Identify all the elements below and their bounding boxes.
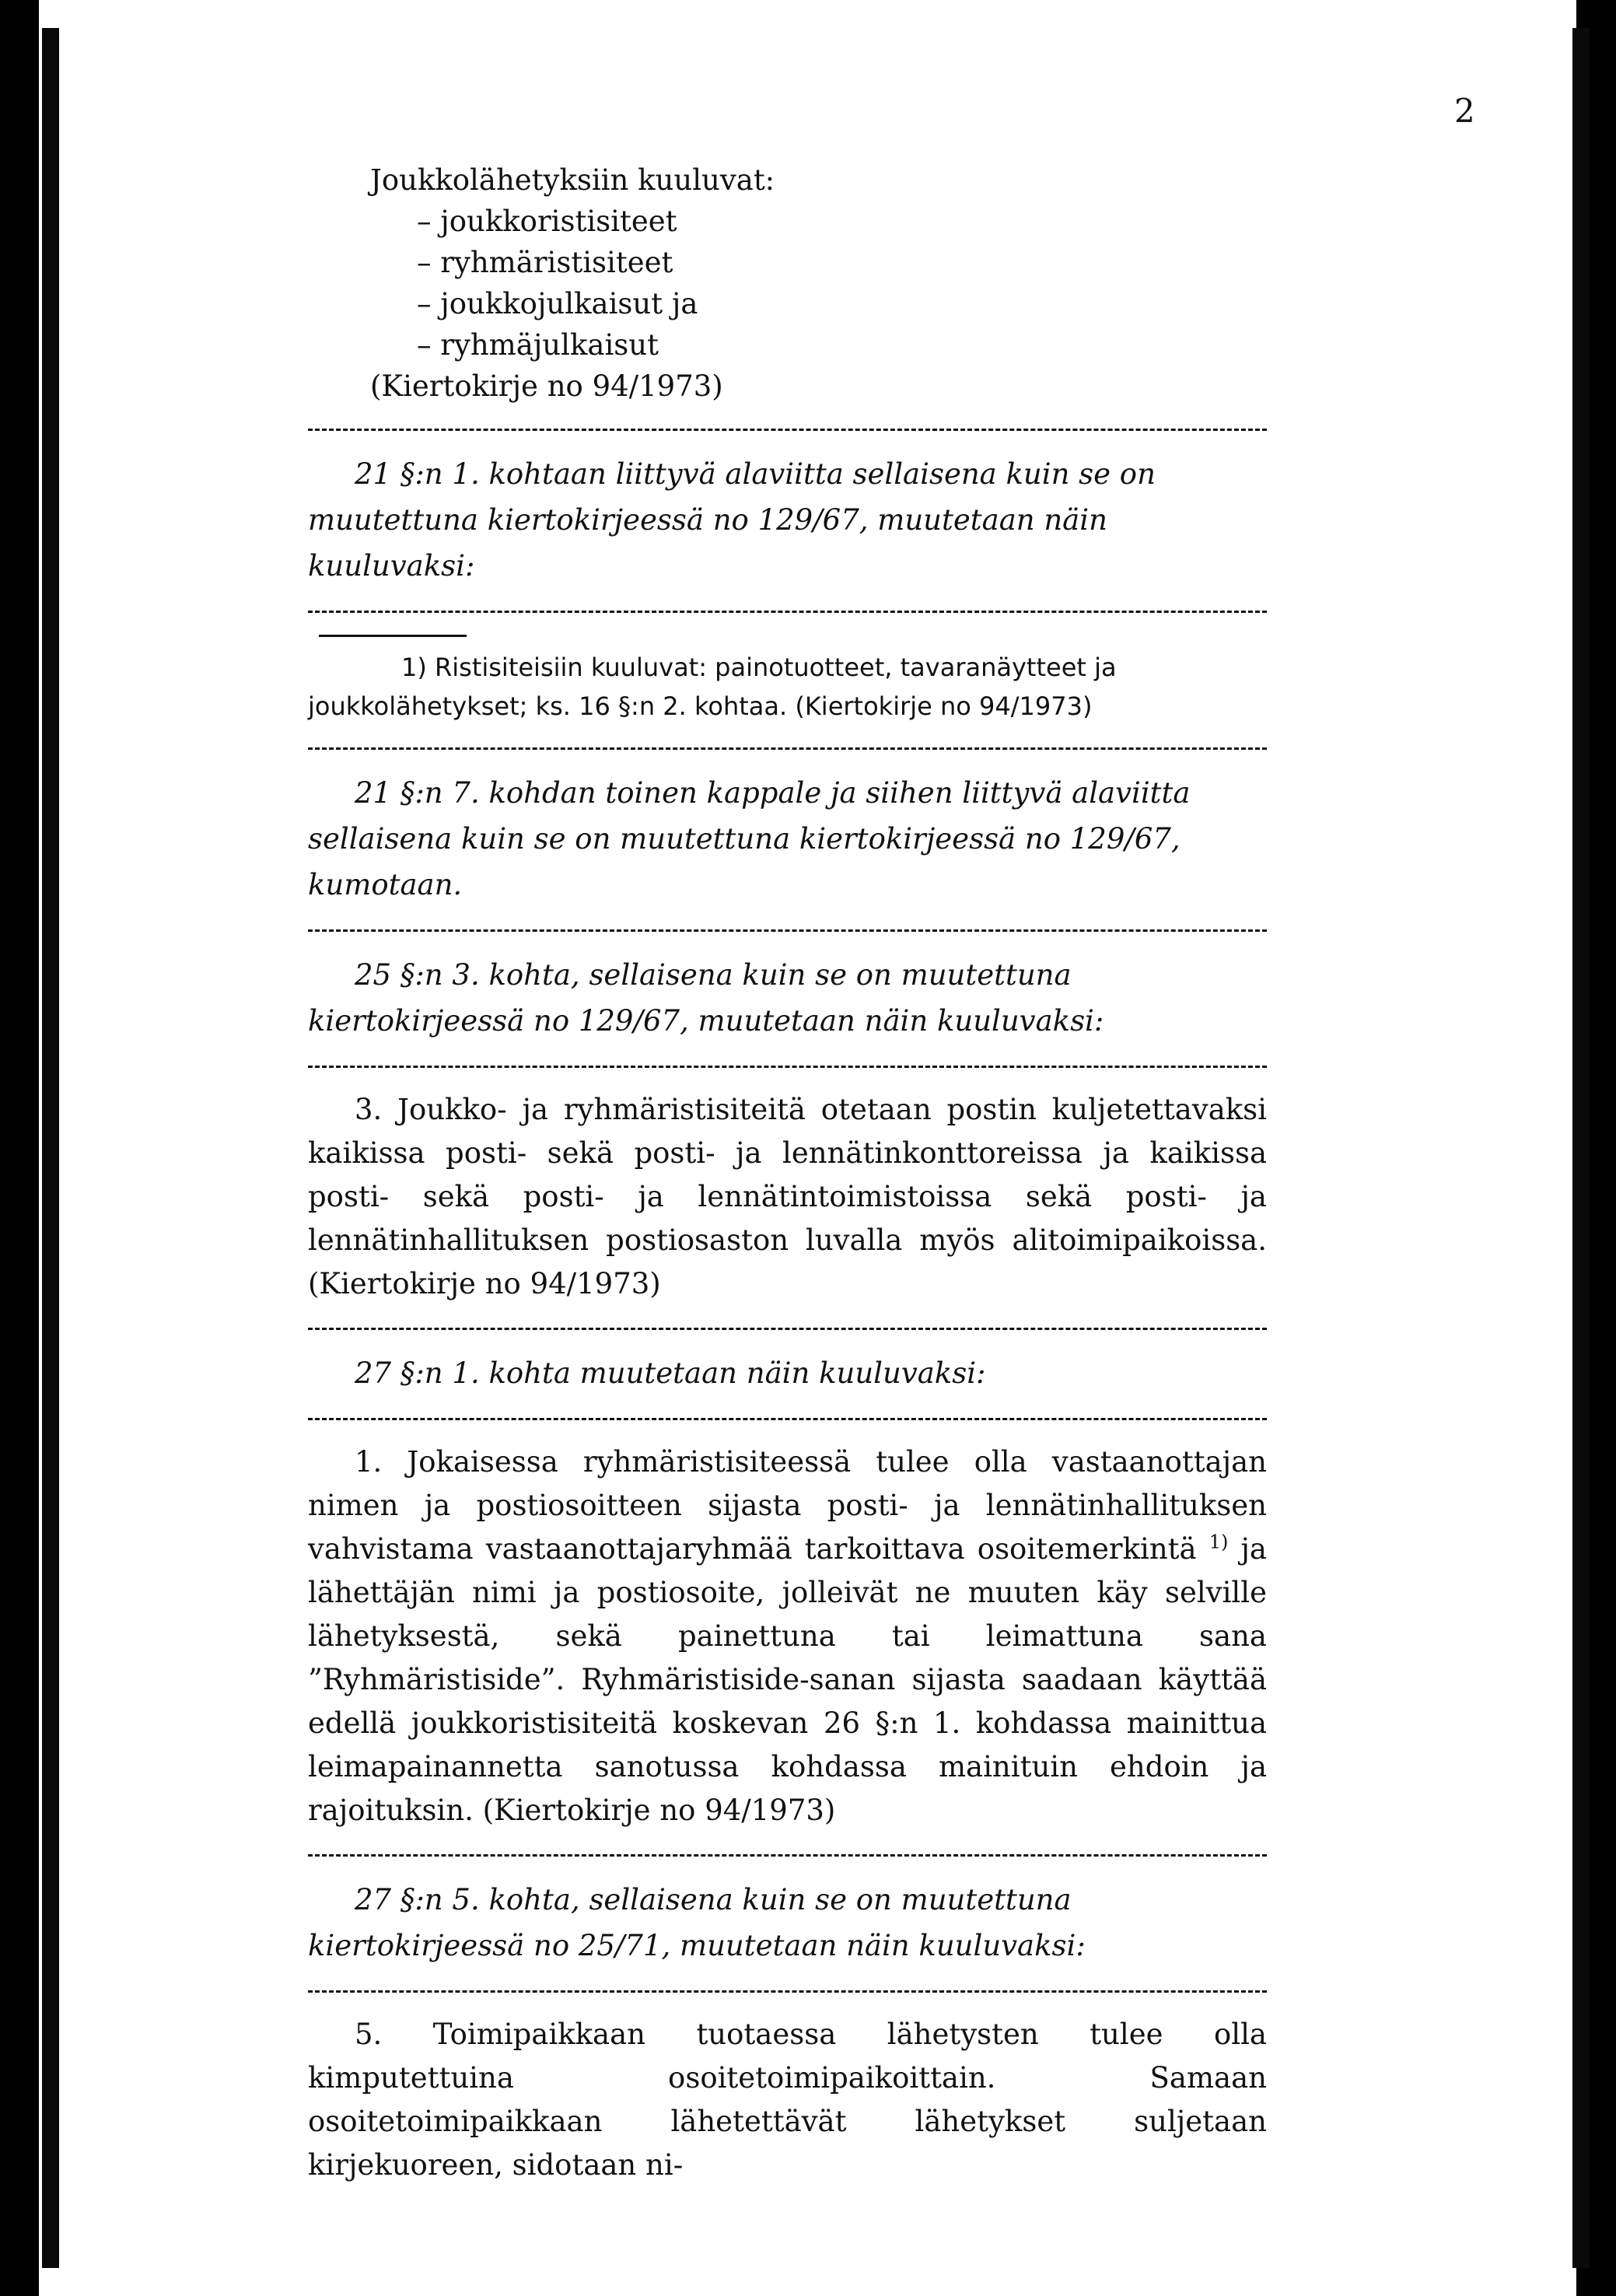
omission-divider <box>308 429 1267 431</box>
list-item: – ryhmäristisiteet <box>417 246 673 279</box>
footnote-reference: 1) <box>1209 1531 1229 1553</box>
amended-paragraph: 3. Joukko- ja ryhmäristisiteitä otetaan postin kuljetettavaksi kaikissa posti- sekä posti- ja lennätinkonttoreissa ja kaikissa posti- sekä posti- ja lennätintoimistoissa sekä posti- ja lennätinhallituksen postiosaston luvalla myös alitoimipaikoissa. (Kiertokirje no 94/1973) <box>308 1093 1267 1300</box>
amended-paragraph <box>308 1440 1267 1832</box>
omission-divider <box>308 929 1267 932</box>
omission-divider <box>308 1854 1267 1857</box>
list-citation: (Kiertokirje no 94/1973) <box>370 369 723 403</box>
list-item: – joukkojulkaisut ja <box>417 287 698 320</box>
amendment-heading: 21 §:n 7. kohdan toinen kappale ja siihen liittyvä alaviitta sellaisena kuin se on muutettuna kiertokirjeessä no 129/67, kumotaan. <box>308 776 1191 901</box>
footnote-rule <box>319 635 467 637</box>
amendment-heading: 27 §:n 1. kohta muutetaan näin kuuluvaksi: <box>355 1356 986 1390</box>
omission-divider <box>308 1418 1267 1420</box>
amendment-heading: 27 §:n 5. kohta, sellaisena kuin se on muutettuna kiertokirjeessä no 25/71, muutetaan näin kuuluvaksi: <box>308 1883 1086 1962</box>
list-item: – joukkoristisiteet <box>417 205 677 238</box>
omission-divider <box>308 611 1267 613</box>
page-number: 2 <box>1454 92 1475 130</box>
paragraph-text: ja lähettäjän nimi ja postiosoite, jolleivät ne muuten käy selville lähetyksestä, sekä painettuna tai leimattuna sana ”Ryhmäristiside”. Ryhmäristiside-sanan sijasta saadaan käyttää edellä joukkoristisiteitä koskevan 26 §:n 1. kohdassa mainittua leimapainannetta sanotussa kohdassa mainituin ehdoin ja rajoituksin. (Kiertokirje no 94/1973) <box>308 1532 1267 1827</box>
footnote-text: 1) Ristisiteisiin kuuluvat: painotuotteet, tavaranäytteet ja joukkolähetykset; ks. 16 §:n 2. kohtaa. (Kiertokirje no 94/1973) <box>308 653 1117 721</box>
document-body <box>308 159 1267 2187</box>
shipment-list <box>308 159 1267 407</box>
omission-divider <box>308 1990 1267 1993</box>
omission-divider <box>308 747 1267 750</box>
omission-divider <box>308 1066 1267 1068</box>
list-item: – ryhmäjulkaisut <box>417 328 659 362</box>
amendment-heading: 25 §:n 3. kohta, sellaisena kuin se on muutettuna kiertokirjeessä no 129/67, muutetaan näin kuuluvaksi: <box>308 958 1104 1038</box>
amended-paragraph: 5. Toimipaikkaan tuotaessa lähetysten tulee olla kimputettuina osoitetoimipaikoittain. Samaan osoitetoimipaikkaan lähetettävät lähetykset suljetaan kirjekuoreen, sidotaan ni- <box>308 2018 1267 2182</box>
right-margin-bar <box>1572 28 1590 2268</box>
left-scan-border <box>0 0 39 2296</box>
paragraph-text: 1. Jokaisessa ryhmäristisiteessä tulee olla vastaanottajan nimen ja postiosoitteen sijasta posti- ja lennätinhallituksen vahvistama vastaanottajaryhmää tarkoittava osoitemerkintä <box>308 1445 1267 1566</box>
omission-divider <box>308 1328 1267 1330</box>
amendment-heading: 21 §:n 1. kohtaan liittyvä alaviitta sellaisena kuin se on muutettuna kiertokirjeessä no 129/67, muutetaan näin kuuluvaksi: <box>308 457 1156 583</box>
left-margin-bar <box>42 28 59 2268</box>
list-title: Joukkolähetyksiin kuuluvat: <box>370 163 775 197</box>
